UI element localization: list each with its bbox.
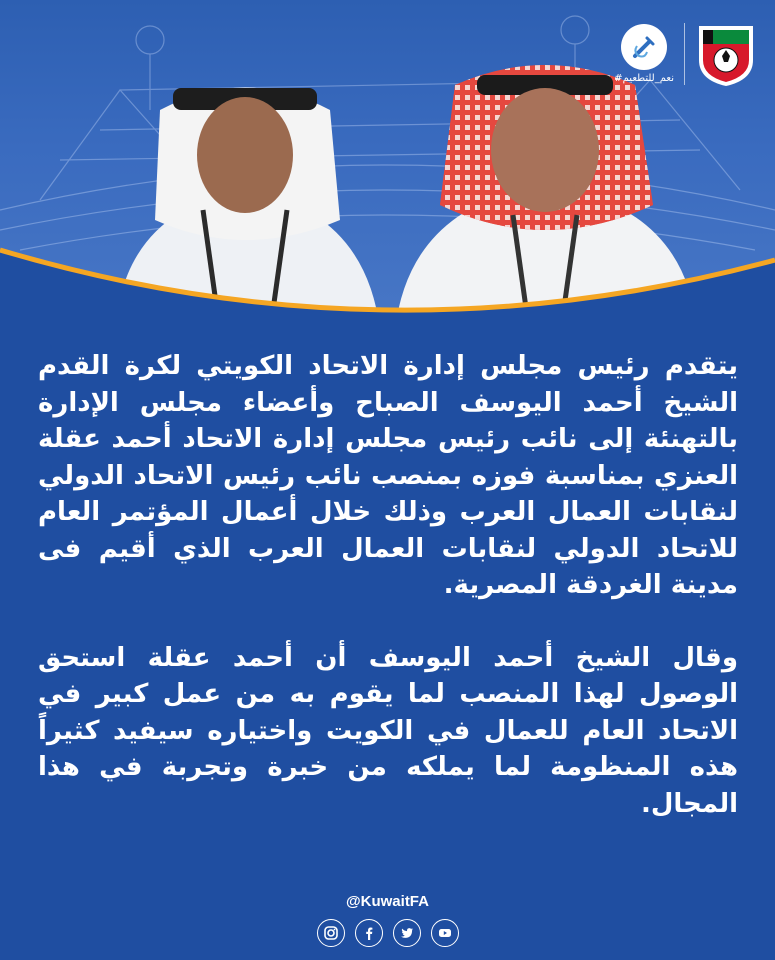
social-handle: @KuwaitFA bbox=[346, 893, 429, 910]
youtube-icon[interactable] bbox=[431, 919, 459, 947]
header-logos bbox=[614, 20, 757, 88]
paragraph-statement: وقال الشيخ أحمد اليوسف أن أحمد عقلة استحق الوصول لهذا المنصب لما يقوم به من عمل كبير في الاتحاد العام للعمال في الكويت واختياره سيفيد كثيراً هذه المنظومة لما يملكه من خبرة وتجربة في هذا المجال. bbox=[38, 642, 738, 819]
vaccination-hashtag: #نعم_للتطعيم bbox=[614, 73, 674, 84]
footer bbox=[0, 893, 775, 947]
kuwait-fa-crest-icon bbox=[695, 20, 757, 88]
social-icons bbox=[0, 919, 775, 947]
article-text bbox=[38, 348, 738, 822]
orange-curve-divider bbox=[0, 230, 775, 350]
vaccination-campaign-logo bbox=[614, 24, 674, 84]
twitter-icon[interactable] bbox=[393, 919, 421, 947]
logo-divider bbox=[684, 23, 685, 85]
instagram-icon[interactable] bbox=[317, 919, 345, 947]
facebook-icon[interactable] bbox=[355, 919, 383, 947]
vaccination-syringe-icon bbox=[621, 24, 667, 70]
paragraph-congratulations: يتقدم رئيس مجلس إدارة الاتحاد الكويتي لكرة القدم الشيخ أحمد اليوسف الصباح وأعضاء مجلس الإدارة بالتهنئة إلى نائب رئيس مجلس إدارة الاتحاد أحمد عقلة العنزي بمناسبة فوزه بمنصب نائب رئيس الاتحاد الدولي لنقابات العمال العرب وذلك خلال أعمال المؤتمر العام للاتحاد الدولي لنقابات العمال العرب الذي أقيم فى مدينة الغردقة المصرية. bbox=[38, 351, 738, 600]
